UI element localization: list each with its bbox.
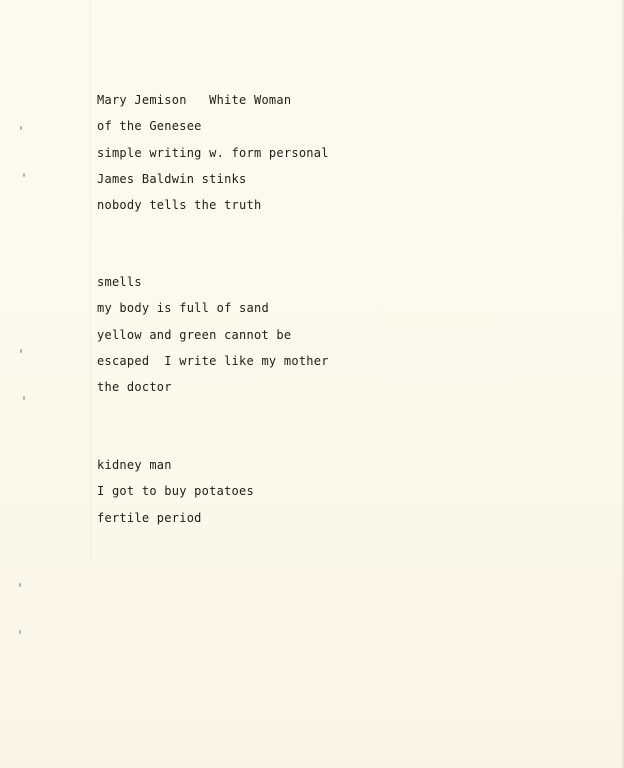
margin-mark [20,126,22,130]
margin-mark [19,630,21,634]
poem-line: I got to buy potatoes [97,484,254,499]
margin-mark [20,349,22,353]
poem-line: escaped I write like my mother [97,353,329,368]
page-fold-line [90,0,91,560]
poem-line: smells [97,275,142,289]
poem-line: kidney man [97,458,172,472]
poem-line: James Baldwin stinks [97,171,247,186]
margin-mark [19,583,21,587]
margin-mark [23,396,25,400]
poem-line: Mary Jemison White Woman [97,93,292,107]
stanza-1 [97,87,329,218]
poem-line: the doctor [97,380,172,395]
margin-mark [23,173,25,177]
poem-line: yellow and green cannot be [97,327,292,342]
stanza-2 [97,269,329,400]
poem-line: my body is full of sand [97,301,269,316]
poem-line: fertile period [97,510,202,525]
poem-line: of the Genesee [97,119,202,134]
stanza-3 [97,452,254,531]
poem-line: nobody tells the truth [97,198,262,213]
poem-line: simple writing w. form personal [97,145,329,160]
